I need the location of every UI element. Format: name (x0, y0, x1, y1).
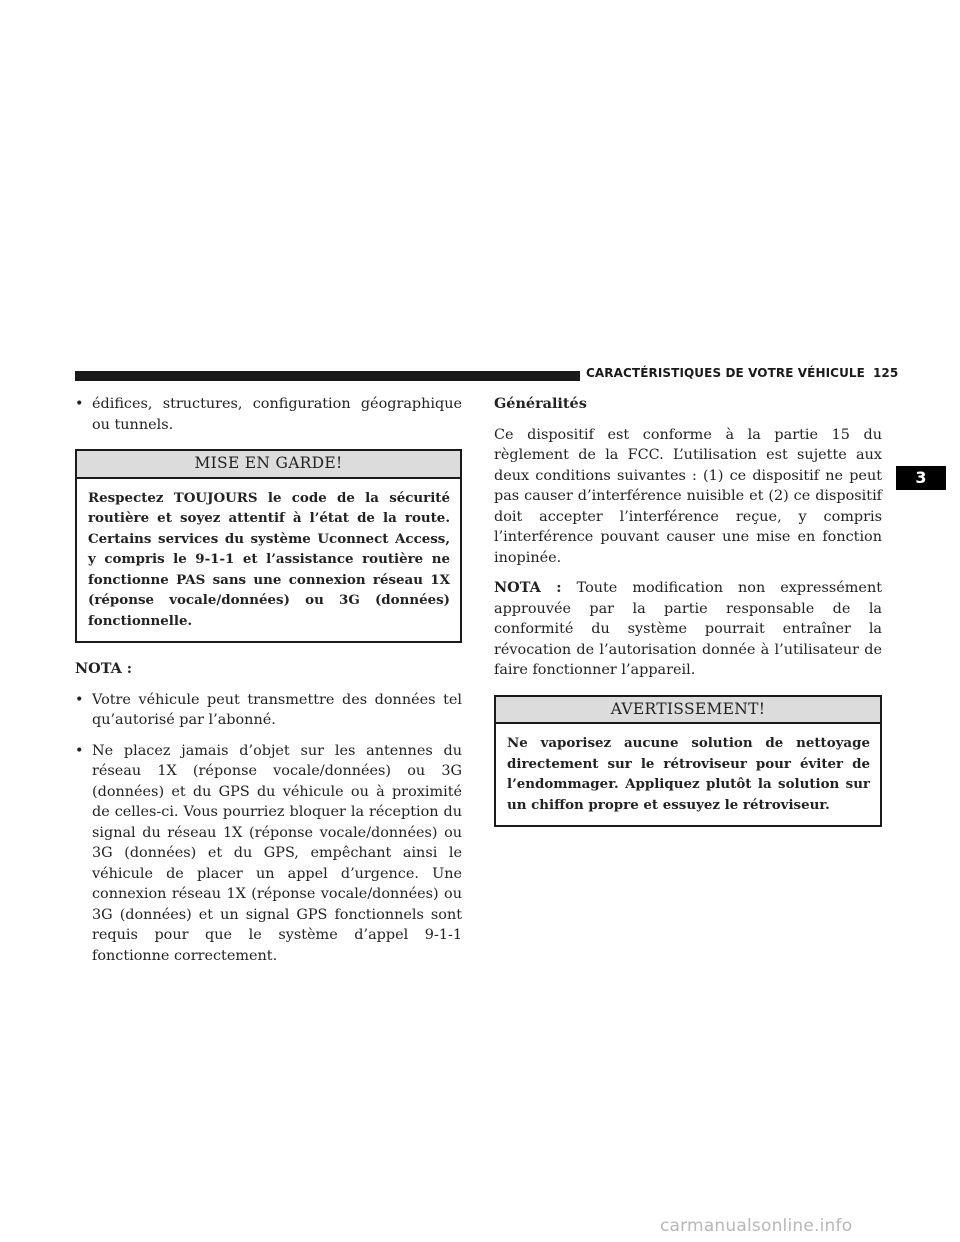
warning-body: Ne vaporisez aucune solution de nettoyage directement sur le rétroviseur pour éviter de l’endommager. Appliquez plutôt la solution sur un chiffon propre et essuyez le rétroviseur. (507, 735, 870, 813)
chapter-tab[interactable]: 3 (896, 466, 946, 490)
page-number: 125 (872, 366, 899, 380)
section-title: CARACTÉRISTIQUES DE VOTRE VÉHICULE (586, 366, 865, 380)
section-heading: Généralités (494, 395, 587, 412)
nota-heading: NOTA : (75, 660, 133, 677)
bullet-text: édifices, structures, configuration géographique ou tunnels. (92, 396, 462, 433)
header-rule (75, 371, 580, 381)
warning-title: AVERTISSEMENT! (496, 697, 880, 725)
caution-body: Respectez TOUJOURS le code de la sécurité routière et soyez attentif à l’état de la route. Certains services du système Uconnect Access, y compris le 9-1-1 et l’assistance routière ne fonctionne PAS sans une connexion réseau 1X (réponse vocale/données) ou 3G (données) fonctionnelle. (88, 489, 450, 629)
bullet-icon: • (75, 742, 84, 759)
bullet-text: Ne placez jamais d’objet sur les antennes du réseau 1X (réponse vocale/données) ou 3G (données) et du GPS du véhicule ou à proximité de celles-ci. Vous pourriez bloquer la réception du signal du réseau 1X (réponse vocale/données) ou 3G (données) et du GPS, empêchant ainsi le véhicule de placer un appel d’urgence. Une connexion réseau 1X (réponse vocale/données) ou 3G (données) et un signal GPS fonctionnels sont requis pour que le système d’appel 9-1-1 fonctionne correctement. (92, 742, 462, 964)
nota-paragraph (494, 578, 882, 681)
caution-box (75, 449, 462, 643)
right-column (494, 394, 882, 843)
page-header (586, 366, 899, 380)
bullet-text: Votre véhicule peut transmettre des données tel qu’autorisé par l’abonné. (92, 691, 462, 728)
left-column (75, 394, 462, 976)
bullet-icon: • (75, 396, 84, 412)
caution-title: MISE EN GARDE! (77, 451, 460, 479)
nota-text: Toute modification non expressément approuvée par la partie responsable de la conformité du système pourrait entraîner la révocation de l’autorisation donnée à l’utilisateur de faire fonctionner l’appareil. (494, 580, 882, 678)
watermark-link[interactable]: carmanualsonline.info (660, 1216, 853, 1236)
bullet-icon: • (75, 691, 84, 708)
warning-box (494, 695, 882, 828)
nota-label: NOTA : (494, 579, 562, 596)
list-item (75, 690, 462, 731)
list-item (75, 741, 462, 967)
list-item (75, 394, 462, 435)
fcc-paragraph: Ce dispositif est conforme à la partie 15 du règlement de la FCC. L’utilisation est sujette aux deux conditions suivantes : (1) ce dispositif ne peut pas causer d’interférence nuisible et (2) ce dispositif doit accepter l’interférence reçue, y compris l’interférence pouvant causer une mise en fonction inopinée. (494, 426, 882, 566)
